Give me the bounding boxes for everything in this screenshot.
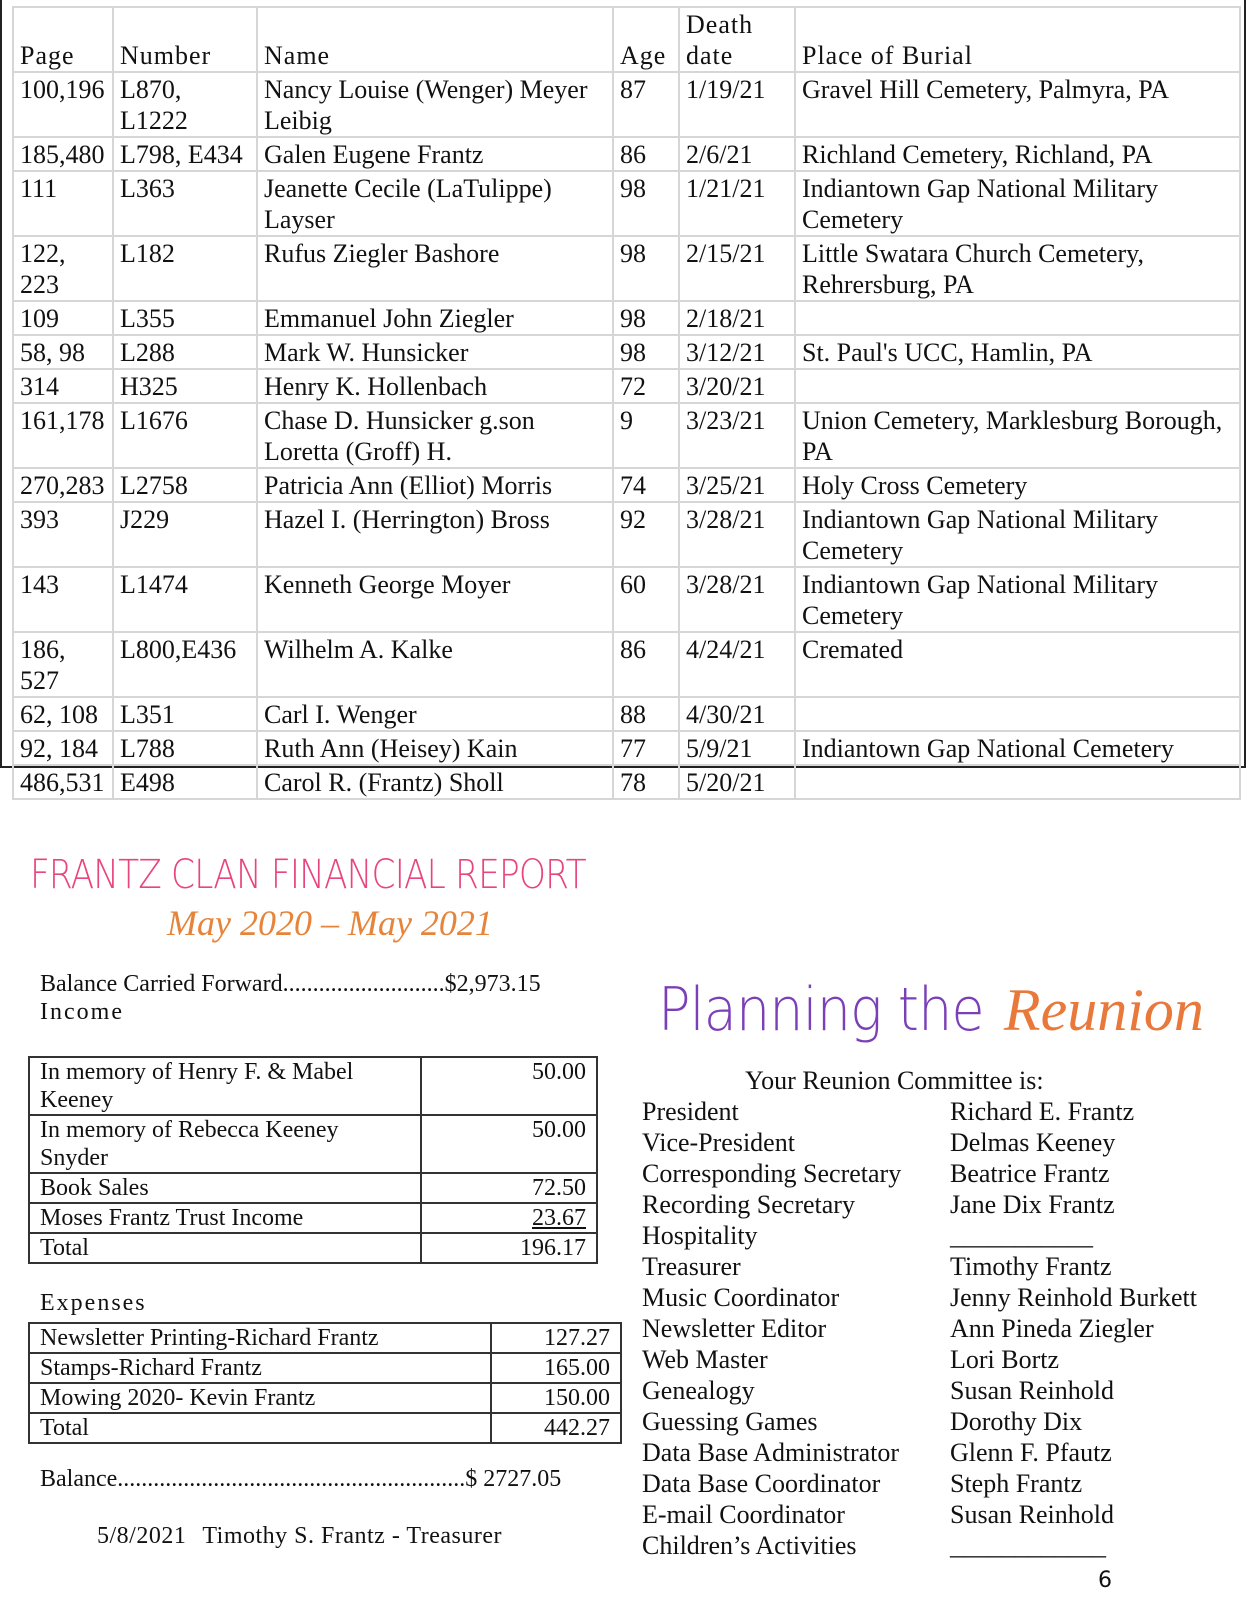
obituary-row <box>13 632 1240 697</box>
cell-age: 77 <box>613 731 679 765</box>
obituary-row <box>13 171 1240 236</box>
committee-member <box>642 1313 1197 1344</box>
committee-role: E-mail Coordinator <box>642 1500 845 1529</box>
header-death-line1: Death <box>686 10 754 39</box>
cell-burial: Holy Cross Cemetery <box>795 468 1240 502</box>
cell-age: 86 <box>613 137 679 171</box>
obituary-row <box>13 731 1240 765</box>
cell-name: Galen Eugene Frantz <box>257 137 613 171</box>
cell-burial <box>795 301 1240 335</box>
committee-role: Corresponding Secretary <box>642 1159 902 1188</box>
cell-page: 58, 98 <box>13 335 113 369</box>
obituary-row <box>13 765 1240 799</box>
line-item-row <box>29 1115 597 1173</box>
committee-member <box>642 1251 1197 1282</box>
col-header-burial: Place of Burial <box>795 7 1240 72</box>
obituary-body <box>13 72 1240 799</box>
income-label: Income <box>40 999 124 1025</box>
cell-burial: Indiantown Gap National Military Cemetery <box>795 171 1240 236</box>
balance-forward-amount: $2,973.15 <box>444 971 541 997</box>
cell-death-date: 4/30/21 <box>679 697 795 731</box>
committee-member <box>642 1344 1197 1375</box>
committee-role: Music Coordinator <box>642 1283 840 1312</box>
cell-death-date: 3/28/21 <box>679 502 795 567</box>
cell-page: 111 <box>13 171 113 236</box>
line-item-label: Mowing 2020- Kevin Frantz <box>29 1383 491 1413</box>
cell-name: Carl I. Wenger <box>257 697 613 731</box>
cell-burial: St. Paul's UCC, Hamlin, PA <box>795 335 1240 369</box>
reunion-title-part1: Planning the <box>658 975 984 1045</box>
cell-number: L2758 <box>113 468 257 502</box>
committee-intro: Your Reunion Committee is: <box>745 1066 1044 1095</box>
expenses-table <box>28 1322 622 1444</box>
cell-page: 100,196 <box>13 72 113 137</box>
committee-member <box>642 1499 1197 1530</box>
committee-member <box>642 1530 1197 1561</box>
line-item-amount-cell <box>421 1115 597 1173</box>
committee-person: Glenn F. Pfautz <box>950 1438 1112 1467</box>
committee-role: Recording Secretary <box>642 1190 855 1219</box>
col-header-name: Name <box>257 7 613 72</box>
cell-number: L798, E434 <box>113 137 257 171</box>
committee-member <box>642 1468 1197 1499</box>
balance-carried-forward <box>40 971 541 998</box>
committee-person: Beatrice Frantz <box>950 1159 1110 1188</box>
committee-person: Delmas Keeney <box>950 1128 1116 1157</box>
cell-page: 109 <box>13 301 113 335</box>
header-death-line2: date <box>686 41 734 70</box>
line-item-amount: 23.67 <box>532 1205 586 1231</box>
cell-number: L870, L1222 <box>113 72 257 137</box>
line-item-label: Stamps-Richard Frantz <box>29 1353 491 1383</box>
committee-person: Ann Pineda Ziegler <box>950 1314 1154 1343</box>
financial-report-period: May 2020 – May 2021 <box>167 903 493 943</box>
committee-role: Children’s Activities <box>642 1531 857 1560</box>
cell-death-date: 5/9/21 <box>679 731 795 765</box>
line-item-label: In memory of Rebecca Keeney Snyder <box>29 1115 421 1173</box>
cell-death-date: 5/20/21 <box>679 765 795 799</box>
cell-age: 92 <box>613 502 679 567</box>
cell-name: Rufus Ziegler Bashore <box>257 236 613 301</box>
committee-person: Lori Bortz <box>950 1345 1060 1374</box>
cell-age: 98 <box>613 171 679 236</box>
obituary-row <box>13 137 1240 171</box>
cell-burial: Indiantown Gap National Military Cemetery <box>795 502 1240 567</box>
cell-number: L1676 <box>113 403 257 468</box>
line-item-amount-cell <box>491 1353 621 1383</box>
cell-page: 486,531 <box>13 765 113 799</box>
cell-age: 98 <box>613 335 679 369</box>
cell-name: Mark W. Hunsicker <box>257 335 613 369</box>
line-item-amount: 72.50 <box>532 1175 586 1201</box>
reunion-title-part2: Reunion <box>1003 977 1204 1043</box>
cell-death-date: 3/28/21 <box>679 567 795 632</box>
line-item-amount-cell <box>421 1057 597 1115</box>
line-item-row <box>29 1353 621 1383</box>
obituary-row <box>13 403 1240 468</box>
col-header-page: Page <box>13 7 113 72</box>
cell-name: Henry K. Hollenbach <box>257 369 613 403</box>
cell-age: 72 <box>613 369 679 403</box>
cell-number: L800,E436 <box>113 632 257 697</box>
cell-age: 60 <box>613 567 679 632</box>
committee-member <box>642 1437 1197 1468</box>
expenses-label: Expenses <box>40 1290 147 1316</box>
committee-person: ___________ <box>950 1221 1093 1250</box>
obituary-row <box>13 301 1240 335</box>
line-item-amount-cell <box>491 1323 621 1353</box>
committee-person: Jane Dix Frantz <box>950 1190 1115 1219</box>
obituary-table <box>12 6 1241 800</box>
cell-name: Ruth Ann (Heisey) Kain <box>257 731 613 765</box>
committee-person: Richard E. Frantz <box>950 1097 1135 1126</box>
total-row <box>29 1413 621 1443</box>
col-header-age: Age <box>613 7 679 72</box>
cell-age: 87 <box>613 72 679 137</box>
obituary-row <box>13 468 1240 502</box>
cell-page: 62, 108 <box>13 697 113 731</box>
committee-role: Genealogy <box>642 1376 755 1405</box>
cell-death-date: 1/21/21 <box>679 171 795 236</box>
treasurer-signoff <box>97 1523 502 1550</box>
cell-name: Chase D. Hunsicker g.son Loretta (Groff) H. <box>257 403 613 468</box>
cell-death-date: 3/23/21 <box>679 403 795 468</box>
line-item-amount-cell <box>421 1203 597 1233</box>
total-row <box>29 1233 597 1263</box>
cell-age: 74 <box>613 468 679 502</box>
line-item-amount: 150.00 <box>544 1385 610 1411</box>
committee-person: ____________ <box>950 1531 1106 1560</box>
cell-page: 270,283 <box>13 468 113 502</box>
line-item-amount: 165.00 <box>544 1355 610 1381</box>
cell-age: 88 <box>613 697 679 731</box>
cell-number: H325 <box>113 369 257 403</box>
cell-death-date: 1/19/21 <box>679 72 795 137</box>
cell-number: L182 <box>113 236 257 301</box>
committee-member <box>642 1096 1197 1127</box>
cell-page: 92, 184 <box>13 731 113 765</box>
cell-page: 393 <box>13 502 113 567</box>
line-item-amount: 127.27 <box>544 1325 610 1351</box>
committee-role: President <box>642 1097 739 1126</box>
committee-person: Steph Frantz <box>950 1469 1083 1498</box>
obituary-section <box>0 0 1246 797</box>
committee-person: Dorothy Dix <box>950 1407 1083 1436</box>
total-label: Total <box>29 1413 491 1443</box>
cell-page: 185,480 <box>13 137 113 171</box>
total-amount: 442.27 <box>491 1413 621 1443</box>
cell-name: Kenneth George Moyer <box>257 567 613 632</box>
cell-burial <box>795 765 1240 799</box>
cell-name: Hazel I. (Herrington) Bross <box>257 502 613 567</box>
signoff-date: 5/8/2021 <box>97 1523 187 1549</box>
committee-member <box>642 1406 1197 1437</box>
cell-name: Nancy Louise (Wenger) Meyer Leibig <box>257 72 613 137</box>
committee-role: Data Base Coordinator <box>642 1469 881 1498</box>
cell-page: 143 <box>13 567 113 632</box>
cell-age: 78 <box>613 765 679 799</box>
cell-burial: Indiantown Gap National Military Cemetery <box>795 567 1240 632</box>
committee-role: Hospitality <box>642 1221 758 1250</box>
line-item-label: In memory of Henry F. & Mabel Keeney <box>29 1057 421 1115</box>
col-header-number: Number <box>113 7 257 72</box>
cell-page: 122, 223 <box>13 236 113 301</box>
financial-report-title: FRANTZ CLAN FINANCIAL REPORT <box>30 852 586 898</box>
line-item-amount-cell <box>491 1383 621 1413</box>
cell-death-date: 2/6/21 <box>679 137 795 171</box>
line-item-label: Book Sales <box>29 1173 421 1203</box>
total-amount: 196.17 <box>421 1233 597 1263</box>
cell-age: 98 <box>613 236 679 301</box>
cell-number: L355 <box>113 301 257 335</box>
cell-page: 161,178 <box>13 403 113 468</box>
cell-page: 314 <box>13 369 113 403</box>
cell-burial: Union Cemetery, Marklesburg Borough, PA <box>795 403 1240 468</box>
cell-age: 9 <box>613 403 679 468</box>
cell-burial: Gravel Hill Cemetery, Palmyra, PA <box>795 72 1240 137</box>
cell-number: L288 <box>113 335 257 369</box>
cell-name: Carol R. (Frantz) Sholl <box>257 765 613 799</box>
line-item-row <box>29 1173 597 1203</box>
reunion-title <box>658 975 1204 1045</box>
cell-name: Jeanette Cecile (LaTulippe) Layser <box>257 171 613 236</box>
cell-burial: Indiantown Gap National Cemetery <box>795 731 1240 765</box>
obituary-row <box>13 369 1240 403</box>
col-header-death-date <box>679 7 795 72</box>
line-item-row <box>29 1203 597 1233</box>
line-item-amount-cell <box>421 1173 597 1203</box>
cell-number: L1474 <box>113 567 257 632</box>
cell-death-date: 2/18/21 <box>679 301 795 335</box>
cell-age: 98 <box>613 301 679 335</box>
line-item-amount: 50.00 <box>532 1117 586 1143</box>
obituary-row <box>13 502 1240 567</box>
income-table <box>28 1056 598 1264</box>
cell-death-date: 3/25/21 <box>679 468 795 502</box>
cell-death-date: 4/24/21 <box>679 632 795 697</box>
cell-number: E498 <box>113 765 257 799</box>
cell-death-date: 3/12/21 <box>679 335 795 369</box>
committee-role: Web Master <box>642 1345 768 1374</box>
line-item-amount: 50.00 <box>532 1059 586 1085</box>
line-item-row <box>29 1057 597 1115</box>
obituary-row <box>13 697 1240 731</box>
line-item-row <box>29 1383 621 1413</box>
committee-member <box>642 1220 1197 1251</box>
line-item-label: Newsletter Printing-Richard Frantz <box>29 1323 491 1353</box>
cell-death-date: 3/20/21 <box>679 369 795 403</box>
total-label: Total <box>29 1233 421 1263</box>
committee-list <box>642 1096 1197 1561</box>
committee-role: Vice-President <box>642 1128 795 1157</box>
committee-member <box>642 1282 1197 1313</box>
balance-leader: .......................................................... <box>117 1466 466 1492</box>
cell-age: 86 <box>613 632 679 697</box>
committee-person: Jenny Reinhold Burkett <box>950 1283 1197 1312</box>
cell-burial <box>795 369 1240 403</box>
page-number: 6 <box>1098 1568 1112 1593</box>
cell-death-date: 2/15/21 <box>679 236 795 301</box>
committee-member <box>642 1189 1197 1220</box>
cell-burial: Richland Cemetery, Richland, PA <box>795 137 1240 171</box>
committee-person: Susan Reinhold <box>950 1500 1114 1529</box>
committee-role: Data Base Administrator <box>642 1438 900 1467</box>
cell-number: L351 <box>113 697 257 731</box>
committee-role: Treasurer <box>642 1252 741 1281</box>
cell-number: L788 <box>113 731 257 765</box>
committee-role: Newsletter Editor <box>642 1314 827 1343</box>
cell-name: Wilhelm A. Kalke <box>257 632 613 697</box>
cell-burial: Little Swatara Church Cemetery, Rehrersburg, PA <box>795 236 1240 301</box>
committee-person: Susan Reinhold <box>950 1376 1114 1405</box>
cell-number: J229 <box>113 502 257 567</box>
committee-role: Guessing Games <box>642 1407 818 1436</box>
obituary-row <box>13 335 1240 369</box>
line-item-row <box>29 1323 621 1353</box>
cell-burial: Cremated <box>795 632 1240 697</box>
balance-amount: $ 2727.05 <box>465 1466 562 1492</box>
cell-name: Emmanuel John Ziegler <box>257 301 613 335</box>
committee-member <box>642 1127 1197 1158</box>
committee-person: Timothy Frantz <box>950 1252 1112 1281</box>
cell-burial <box>795 697 1240 731</box>
cell-name: Patricia Ann (Elliot) Morris <box>257 468 613 502</box>
line-item-label: Moses Frantz Trust Income <box>29 1203 421 1233</box>
balance-forward-leader: ........................... <box>282 971 445 997</box>
obituary-header-row <box>13 7 1240 72</box>
balance-forward-label: Balance Carried Forward <box>40 971 283 997</box>
ending-balance <box>40 1466 561 1493</box>
obituary-row <box>13 236 1240 301</box>
balance-label: Balance <box>40 1466 118 1492</box>
committee-member <box>642 1375 1197 1406</box>
cell-number: L363 <box>113 171 257 236</box>
signoff-signer: Timothy S. Frantz - Treasurer <box>202 1523 502 1549</box>
obituary-row <box>13 72 1240 137</box>
obituary-row <box>13 567 1240 632</box>
cell-page: 186, 527 <box>13 632 113 697</box>
committee-member <box>642 1158 1197 1189</box>
